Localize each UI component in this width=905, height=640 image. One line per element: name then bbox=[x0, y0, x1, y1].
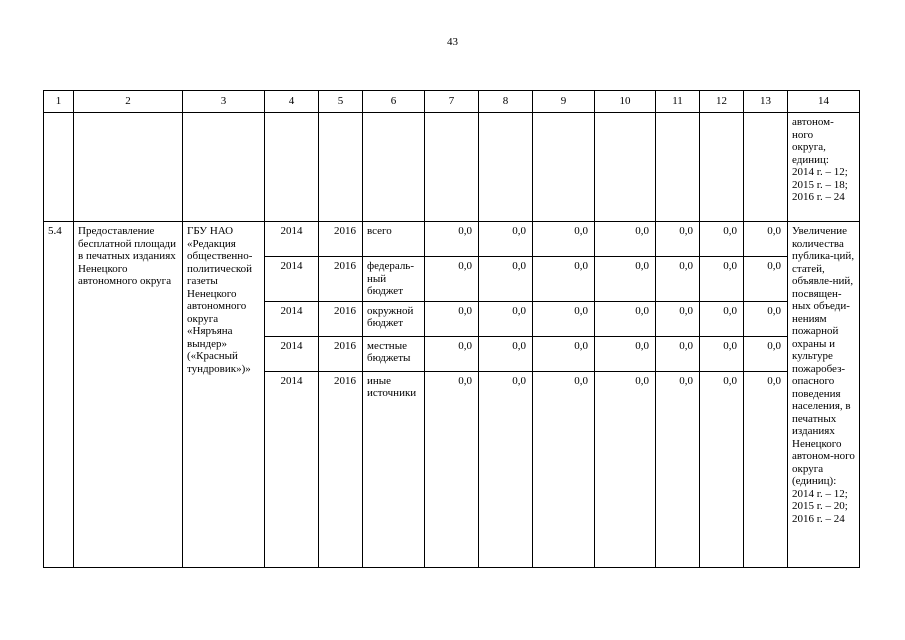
funding-value: 0,0 bbox=[425, 257, 479, 302]
column-number: 3 bbox=[183, 91, 265, 113]
funding-value: 0,0 bbox=[700, 222, 744, 257]
funding-value: 0,0 bbox=[533, 257, 595, 302]
funding-value: 0,0 bbox=[744, 301, 788, 336]
end-year: 2016 bbox=[319, 371, 363, 567]
column-number: 7 bbox=[425, 91, 479, 113]
empty-cell bbox=[533, 113, 595, 222]
start-year: 2014 bbox=[265, 222, 319, 257]
funding-value: 0,0 bbox=[744, 222, 788, 257]
empty-cell bbox=[744, 113, 788, 222]
funding-value: 0,0 bbox=[595, 336, 656, 371]
funding-value: 0,0 bbox=[425, 222, 479, 257]
funding-value: 0,0 bbox=[700, 301, 744, 336]
funding-value: 0,0 bbox=[656, 222, 700, 257]
funding-source: окружной бюджет bbox=[363, 301, 425, 336]
funding-value: 0,0 bbox=[700, 371, 744, 567]
empty-cell bbox=[44, 113, 74, 222]
column-number: 10 bbox=[595, 91, 656, 113]
column-number: 2 bbox=[74, 91, 183, 113]
empty-cell bbox=[363, 113, 425, 222]
item-executor: ГБУ НАО «Редакция общественно-политической газеты Ненецкого автономного округа «Няръяна вындер» («Красный тундровик»)» bbox=[183, 222, 265, 568]
empty-cell bbox=[183, 113, 265, 222]
end-year: 2016 bbox=[319, 257, 363, 302]
item-number: 5.4 bbox=[44, 222, 74, 568]
end-year: 2016 bbox=[319, 301, 363, 336]
funding-value: 0,0 bbox=[595, 222, 656, 257]
continuation-result: автоном- ного округа, единиц: 2014 г. – 12; 2015 г. – 18; 2016 г. – 24 bbox=[788, 113, 860, 222]
funding-value: 0,0 bbox=[479, 257, 533, 302]
empty-cell bbox=[265, 113, 319, 222]
funding-source: федераль-ный бюджет bbox=[363, 257, 425, 302]
funding-value: 0,0 bbox=[533, 336, 595, 371]
page-number: 43 bbox=[447, 36, 458, 48]
start-year: 2014 bbox=[265, 371, 319, 567]
funding-source: местные бюджеты bbox=[363, 336, 425, 371]
funding-value: 0,0 bbox=[533, 301, 595, 336]
column-number: 9 bbox=[533, 91, 595, 113]
funding-value: 0,0 bbox=[533, 371, 595, 567]
empty-cell bbox=[656, 113, 700, 222]
program-table bbox=[43, 90, 860, 568]
funding-value: 0,0 bbox=[479, 371, 533, 567]
funding-source: всего bbox=[363, 222, 425, 257]
funding-value: 0,0 bbox=[479, 301, 533, 336]
column-number: 11 bbox=[656, 91, 700, 113]
funding-value: 0,0 bbox=[425, 301, 479, 336]
empty-cell bbox=[74, 113, 183, 222]
table-row bbox=[44, 222, 860, 257]
end-year: 2016 bbox=[319, 336, 363, 371]
column-number: 5 bbox=[319, 91, 363, 113]
continuation-row bbox=[44, 113, 860, 222]
funding-value: 0,0 bbox=[700, 336, 744, 371]
empty-cell bbox=[595, 113, 656, 222]
empty-cell bbox=[479, 113, 533, 222]
funding-source: иные источники bbox=[363, 371, 425, 567]
start-year: 2014 bbox=[265, 301, 319, 336]
funding-value: 0,0 bbox=[425, 336, 479, 371]
empty-cell bbox=[319, 113, 363, 222]
funding-value: 0,0 bbox=[656, 301, 700, 336]
funding-value: 0,0 bbox=[744, 371, 788, 567]
funding-value: 0,0 bbox=[425, 371, 479, 567]
column-number: 14 bbox=[788, 91, 860, 113]
funding-value: 0,0 bbox=[744, 257, 788, 302]
funding-value: 0,0 bbox=[656, 371, 700, 567]
funding-value: 0,0 bbox=[595, 301, 656, 336]
column-number: 4 bbox=[265, 91, 319, 113]
start-year: 2014 bbox=[265, 257, 319, 302]
funding-value: 0,0 bbox=[744, 336, 788, 371]
item-result: Увеличение количества публика-ций, статей, объявле-ний, посвящен-ных объеди-нениям пожарной охраны и культуре пожаробез-опасного поведения населения, в печатных изданиях Ненецкого автоном-ного округа (единиц): 2014 г. – 12; 2015 г. – 20; 2016 г. – 24 bbox=[788, 222, 860, 568]
empty-cell bbox=[700, 113, 744, 222]
column-number-row bbox=[44, 91, 860, 113]
end-year: 2016 bbox=[319, 222, 363, 257]
start-year: 2014 bbox=[265, 336, 319, 371]
column-number: 1 bbox=[44, 91, 74, 113]
funding-value: 0,0 bbox=[700, 257, 744, 302]
funding-value: 0,0 bbox=[533, 222, 595, 257]
funding-value: 0,0 bbox=[479, 336, 533, 371]
funding-value: 0,0 bbox=[595, 257, 656, 302]
item-title: Предоставление бесплатной площади в печатных изданиях Ненецкого автономного округа bbox=[74, 222, 183, 568]
column-number: 6 bbox=[363, 91, 425, 113]
funding-value: 0,0 bbox=[656, 257, 700, 302]
column-number: 8 bbox=[479, 91, 533, 113]
column-number: 13 bbox=[744, 91, 788, 113]
funding-value: 0,0 bbox=[656, 336, 700, 371]
empty-cell bbox=[425, 113, 479, 222]
funding-value: 0,0 bbox=[595, 371, 656, 567]
funding-value: 0,0 bbox=[479, 222, 533, 257]
column-number: 12 bbox=[700, 91, 744, 113]
